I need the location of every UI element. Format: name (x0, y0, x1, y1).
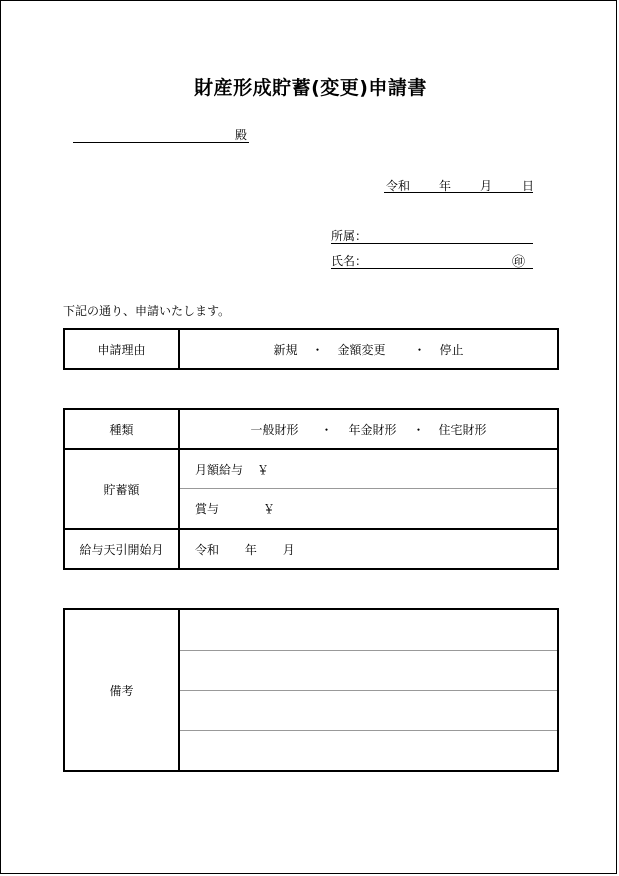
separator: ・ (413, 342, 426, 357)
separator: ・ (412, 422, 425, 437)
date-era: 令和 (386, 179, 411, 193)
reason-option-new[interactable]: 新規 (273, 342, 298, 357)
monthly-amount-row[interactable] (180, 451, 557, 489)
savings-label: 貯蓄額 (64, 449, 179, 529)
addressee-line[interactable] (73, 141, 249, 143)
type-option-pension[interactable]: 年金財形 (348, 422, 397, 437)
savings-table (63, 408, 559, 570)
savings-cell (179, 449, 558, 529)
start-era: 令和 (195, 542, 220, 557)
remarks-cell (179, 609, 558, 771)
type-option-housing[interactable]: 住宅財形 (438, 422, 487, 437)
separator: ・ (320, 422, 333, 437)
monthly-label: 月額給与 (195, 463, 244, 477)
bonus-currency: ￥ (263, 501, 276, 516)
monthly-currency: ￥ (257, 463, 270, 477)
bonus-label: 賞与 (195, 501, 220, 516)
intro-text: 下記の通り、申請いたします。 (63, 304, 231, 318)
reason-option-stop[interactable]: 停止 (439, 342, 464, 357)
reason-table (63, 328, 559, 370)
addressee-suffix: 殿 (235, 128, 248, 142)
remarks-line[interactable] (180, 731, 557, 770)
document-title: 財産形成貯蓄(変更)申請書 (194, 77, 427, 99)
affiliation-field[interactable] (331, 227, 533, 244)
type-options[interactable] (179, 409, 558, 449)
remarks-table (63, 608, 559, 772)
name-field[interactable] (331, 252, 533, 269)
name-label: 氏名： (331, 254, 368, 268)
date-day: 日 (522, 179, 535, 193)
reason-label: 申請理由 (64, 329, 179, 369)
start-month: 月 (282, 542, 295, 557)
affiliation-label: 所属： (331, 229, 368, 243)
type-label: 種類 (64, 409, 179, 449)
start-label: 給与天引開始月 (64, 529, 179, 569)
remarks-line[interactable] (180, 611, 557, 651)
bonus-amount-row[interactable] (180, 489, 557, 527)
date-month: 月 (480, 179, 493, 193)
start-year: 年 (244, 542, 257, 557)
separator: ・ (311, 342, 324, 357)
remarks-line[interactable] (180, 651, 557, 691)
reason-option-change[interactable]: 金額変更 (337, 342, 386, 357)
type-option-general[interactable]: 一般財形 (250, 422, 299, 437)
date-line[interactable] (384, 177, 533, 193)
start-cell[interactable] (179, 529, 558, 569)
seal-mark: ㊞ (511, 255, 525, 270)
reason-options[interactable] (179, 329, 558, 369)
remarks-line[interactable] (180, 691, 557, 731)
remarks-label: 備考 (64, 609, 179, 771)
date-year: 年 (439, 179, 452, 193)
